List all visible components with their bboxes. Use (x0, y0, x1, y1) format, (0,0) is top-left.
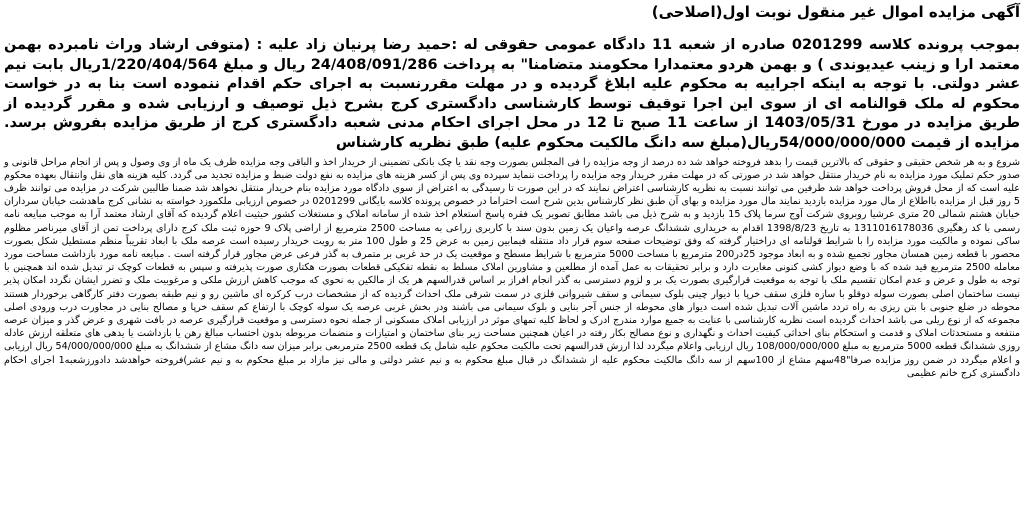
notice-lead-paragraph: بموجب پرونده کلاسه 0201299 صادره از شعبه 11 دادگاه عمومی حقوقی له :حمید رضا پرنیان زاد علیه : (متوفی ارشاد وراث نامبرده بهمن معتمد ارا و زینب عیدیوندی ) و بهمن هردو معتمدارا محکومند متضامنا" به پرداخت 24/408/091/286 ریال و مبلغ 1/220/404/564ریال بابت نیم عشر دولتی. با توجه به اینکه اجراییه به محکوم علیه ابلاغ گردیده و در مهلت مقررنسبت به اجرای حکم اقدام ننموده است بنا به در خواست محکوم له ملک قوالنامه ای از سوی این اجرا توقیف توسط کارشناسی دادگستری کرج بشرح ذیل توصیف و ارزیابی شده و مقرر گردیده از طریق مزایده در مورخ 1403/05/31 از ساعت 11 صبح تا 12 در محل اجرای احکام مدنی شعبه دادگستری کرج از طریق مزایده بفروش برسد. مزایده از قیمت 54/000/000/000ریال(مبلغ سه دانگ مالکیت محکوم علیه) طبق نظریه کارشناس (4, 37, 1021, 151)
notice-title: آگهی مزایده اموال غیر منقول نوبت اول(اصلاحی) (651, 3, 1020, 21)
notice-body-paragraph: شروع و به هر شخص حقیقی و حقوقی که بالاترین قیمت را بدهد فروخته خواهد شد ده درصد از وجه مزایده را فی المجلس بصورت وجه نقد یا چک بانکی تضمینی از خریدار اخذ و الباقی وجه مزایده ظرف یک ماه از وی وصول و پس از انجام مراحل قانونی و صدور حکم تملیک مورد مزایده به نام خریدار منتقل خواهد شد در صورتی که در مهلت مقرر خریدار وجه مزایده را پرداخت ننماید سپرده وی پس از کسر هزینه های مزایده به نفع دولت ضبط و مزایده تجدید می گردد. کلیه هزینه های نقل وانتقال بعهده محکوم علیه است که از محل فروش پرداخت خواهد شد طرفین می توانند نسبت به نظریه کارشناسی اعتراض نمایند که در این صورت تا رسیدگی به اعتراض از سوی دادگاه مورد مزایده بنام خریدار منتقل نخواهد شد ضمنا طالبین شرکت در مزایده می توانند ظرف 5 روز قبل از مزایده بااطلاع از مال مورد مزایده بازدید نمایند مال مورد مزایده و بهای آن طبق نظر کارشناس بدین شرح است احتراما در خصوص پرونده کلاسه بایگانی 0201299 در خصوص ارزیابی ملکموزد خواسته به نشانی کرج ماهدشت خیابان سرداران خیابان هشتم شمالی 20 متری عرشیا روبروی شرکت آوج سرما پلاک 15 بازدید و به شرح ذیل می باشد مطابق تصویر یک فقره پاسخ استعلام اخذ شده از سامانه املاک و مستغلات کشور حیثیت اعلام گردیده که آقای ارشاد معتمد آرا به موجب مبایعه نامه رسمی با کد رهگیری 1311016178036 به تاریخ 1398/8/23 اقدام به خریداری ششدانگ عرصه واعیان یک زمین بدون سند با کاربری زراعی به مساحت 2500 مترمربع از اراضی پلاک 9 حوزه ثبت ملک کرج دارای پرداخت تمن از آقای میرناصر مظلوم ساکی نموده و مالکیت مورد مزایده را با شرایط قولنامه ای دراختیار گرفته که وفق توضیحات صفحه سوم قرار داد منتقله فیمابین زمین به عرض 25 و طول 100 متر به رویت خریدار رسیده است عرصه ملک با ابعاد تقریباً منظم مستطیل شکل بصورت محصور با قطعه زمین همسان مجاور تجمیع شده و به ابعاد موجود 25در200 مترمربع با مساحت 5000 مترمربع با شرایط مسطح و موقعیت یک در حد غربی بر متمرف به گذر فرعی عرض مجاور قرار گرفته است . مبایعه نامه مورد بازداشت مساحت مورد معامله 2500 مترمربع قید شده که با وضع دیوار کشی کنونی مغایرت دارد و برابر تحقیقات به عمل آمده از مطلعین و مشاورین املاک مسلط به نقطه تفکیکی قطعات بصورت هکتاری صورت پذیرفته و سپس به قطعات کوچک تر تبدیل شده اند همچنین با توجه به طول و عرض و عدم امکان تقسیم ملک با توجه به موقعیت قرارگیری بصورت یک بر و لزوم دسترسی به گذر انجام افراز بر اساس قدرالسهم هر یک از مالکین به نحوی که موجب کاهش ارزش ملکی و مرغوبیت ملک و تضرر ایشان نگردد امکان پذیر نیست ساختمان اصلی بصورت سوله دوقلو با سازه فلزی سقف خرپا با دیوار چینی بلوک سیمانی و سقف شیروانی فلزی در سمت شرقی ملک احداث گردیده که از مشخصات درب کرکره ای ماشین رو و نیم طبقه بصورت دفتر کارگاهی برخوردار هستند محوطه در ضلع جنوبی با بتن ریزی به راه تردد ماشین آلات تبدیل شده است دیوار های محوطه از جنس آجر بنایی و بلوک سیمانی می باشند ودر بخش غربی عرصه یک سوله کوچک با ارتفاع کم سقف خرپا و مصالح بنایی در مجاورت درب ورودی اصلی مجموعه که از نوع ریلی می باشد احداث گردیده است نظریه کارشناسی با عنایت به جمیع موارد مندرج ادرک و لحاظ کلیه تمهای موثر در ارزیابی املاک مسکونی از جمله نحوه دسترسی و موقعیت قرارگیری عرصه در بافت شهری و عرض گذر و میزان عرصه منتفعه و مستحدثات املاک و قدمت و استحکام بنای احداثی کیفیت احداث و نگهداری و نوع مصالح بکار رفته در اعیان همچنین مساحت زیر بنای ساختمان و امتیازات و منضمات مربوطه بدون احتساب مبالغ رهن یا بازداشت یا یدهی های متعلقه ارزش عادله روزی ششدانگ قطعه 5000 مترمربع به مبلغ 108/000/000/000 ریال ارزیابی واعلام میگردد لذا ارزش قدرالسهم تحت مالکیت محکوم علیه شامل یک قطعه 2500 مترمربعی برابر میزان سه دانگ مشاع از ششدانگ به مبلغ 54/000/000/000 ریال ارزیابی و اعلام میگردد در ضمن روز مزایده صرفا"48سهم مشاع از 100سهم از سه دانگ مالکیت محکوم علیه از ششدانگ در قبال مبلغ محکوم به و نیم عشر دولتی و مالی نیز مازاد بر مبلغ محکوم به و نیم عشر)فروخته خواهدشد دادورزشعبه1 اجرای احکام دادگستری کرج خانم عظیمی (4, 156, 1021, 379)
auction-notice (4, 2, 1020, 380)
